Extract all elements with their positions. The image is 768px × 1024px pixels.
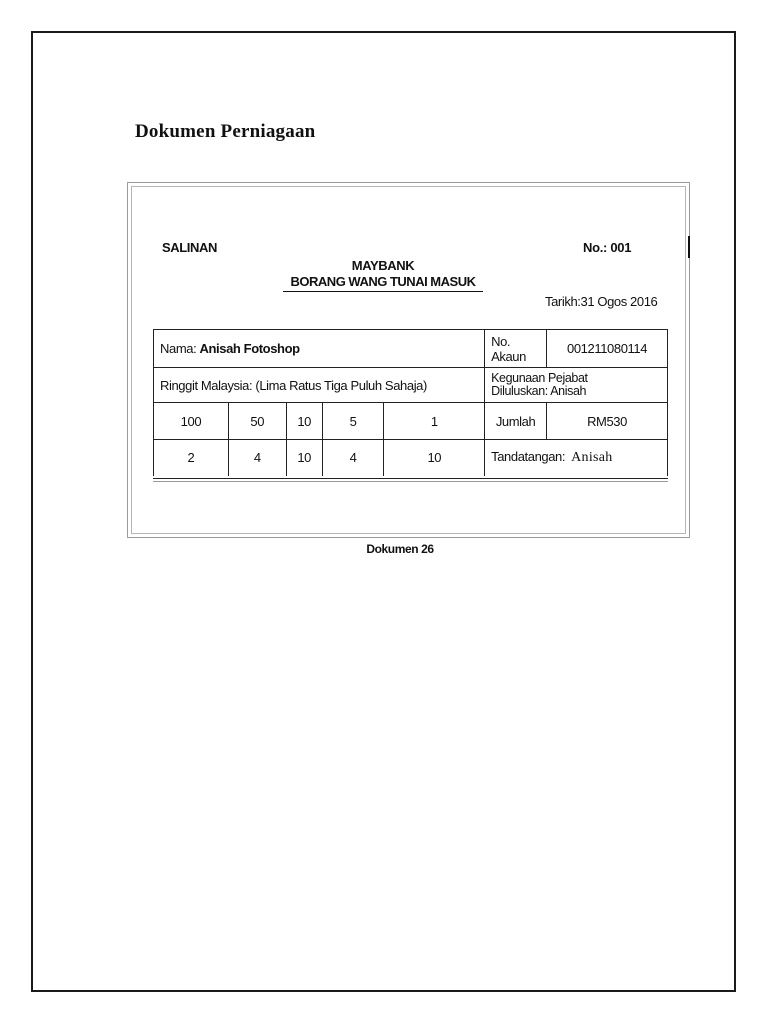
office-use-cell	[485, 368, 668, 403]
account-holder-name: Anisah Fotoshop	[199, 341, 300, 356]
signature-cell	[485, 440, 668, 476]
page-title: Dokumen Perniagaan	[135, 121, 316, 142]
amount-in-words: Ringgit Malaysia: (Lima Ratus Tiga Puluh Sahaja)	[154, 368, 485, 403]
approved-by: Diluluskan: Anisah	[491, 384, 587, 398]
document-caption: Dokumen 26	[366, 542, 434, 556]
total-label: Jumlah	[485, 403, 547, 440]
denomination-cell: 100	[154, 403, 229, 440]
quantity-cell: 2	[154, 440, 229, 476]
account-label: No. Akaun	[485, 330, 547, 368]
name-label: Nama:	[160, 341, 200, 356]
quantity-cell: 10	[286, 440, 322, 476]
table-row	[154, 403, 668, 440]
quantity-cell: 4	[322, 440, 384, 476]
denomination-cell: 5	[322, 403, 384, 440]
denomination-cell: 50	[228, 403, 286, 440]
copy-label: SALINAN	[162, 240, 217, 255]
name-cell	[154, 330, 485, 368]
quantity-cell: 10	[384, 440, 485, 476]
table-row	[154, 330, 668, 368]
signature-label: Tandatangan:	[491, 449, 566, 465]
denomination-cell: 10	[286, 403, 322, 440]
form-name: BORANG WANG TUNAI MASUK	[283, 274, 483, 292]
quantity-cell: 4	[228, 440, 286, 476]
table-bottom-rule	[153, 478, 668, 482]
office-use-label: Kegunaan Pejabat	[491, 371, 588, 385]
margin-mark	[688, 236, 690, 258]
slip-date: Tarikh:31 Ogos 2016	[545, 294, 658, 309]
table-row	[154, 440, 668, 476]
account-number: 001211080114	[547, 330, 668, 368]
signature: Anisah	[571, 450, 613, 466]
deposit-slip-table	[153, 329, 668, 476]
slip-number: No.: 001	[583, 240, 632, 255]
table-row	[154, 368, 668, 403]
denomination-cell: 1	[384, 403, 485, 440]
bank-name: MAYBANK	[351, 258, 415, 273]
total-amount: RM530	[547, 403, 668, 440]
